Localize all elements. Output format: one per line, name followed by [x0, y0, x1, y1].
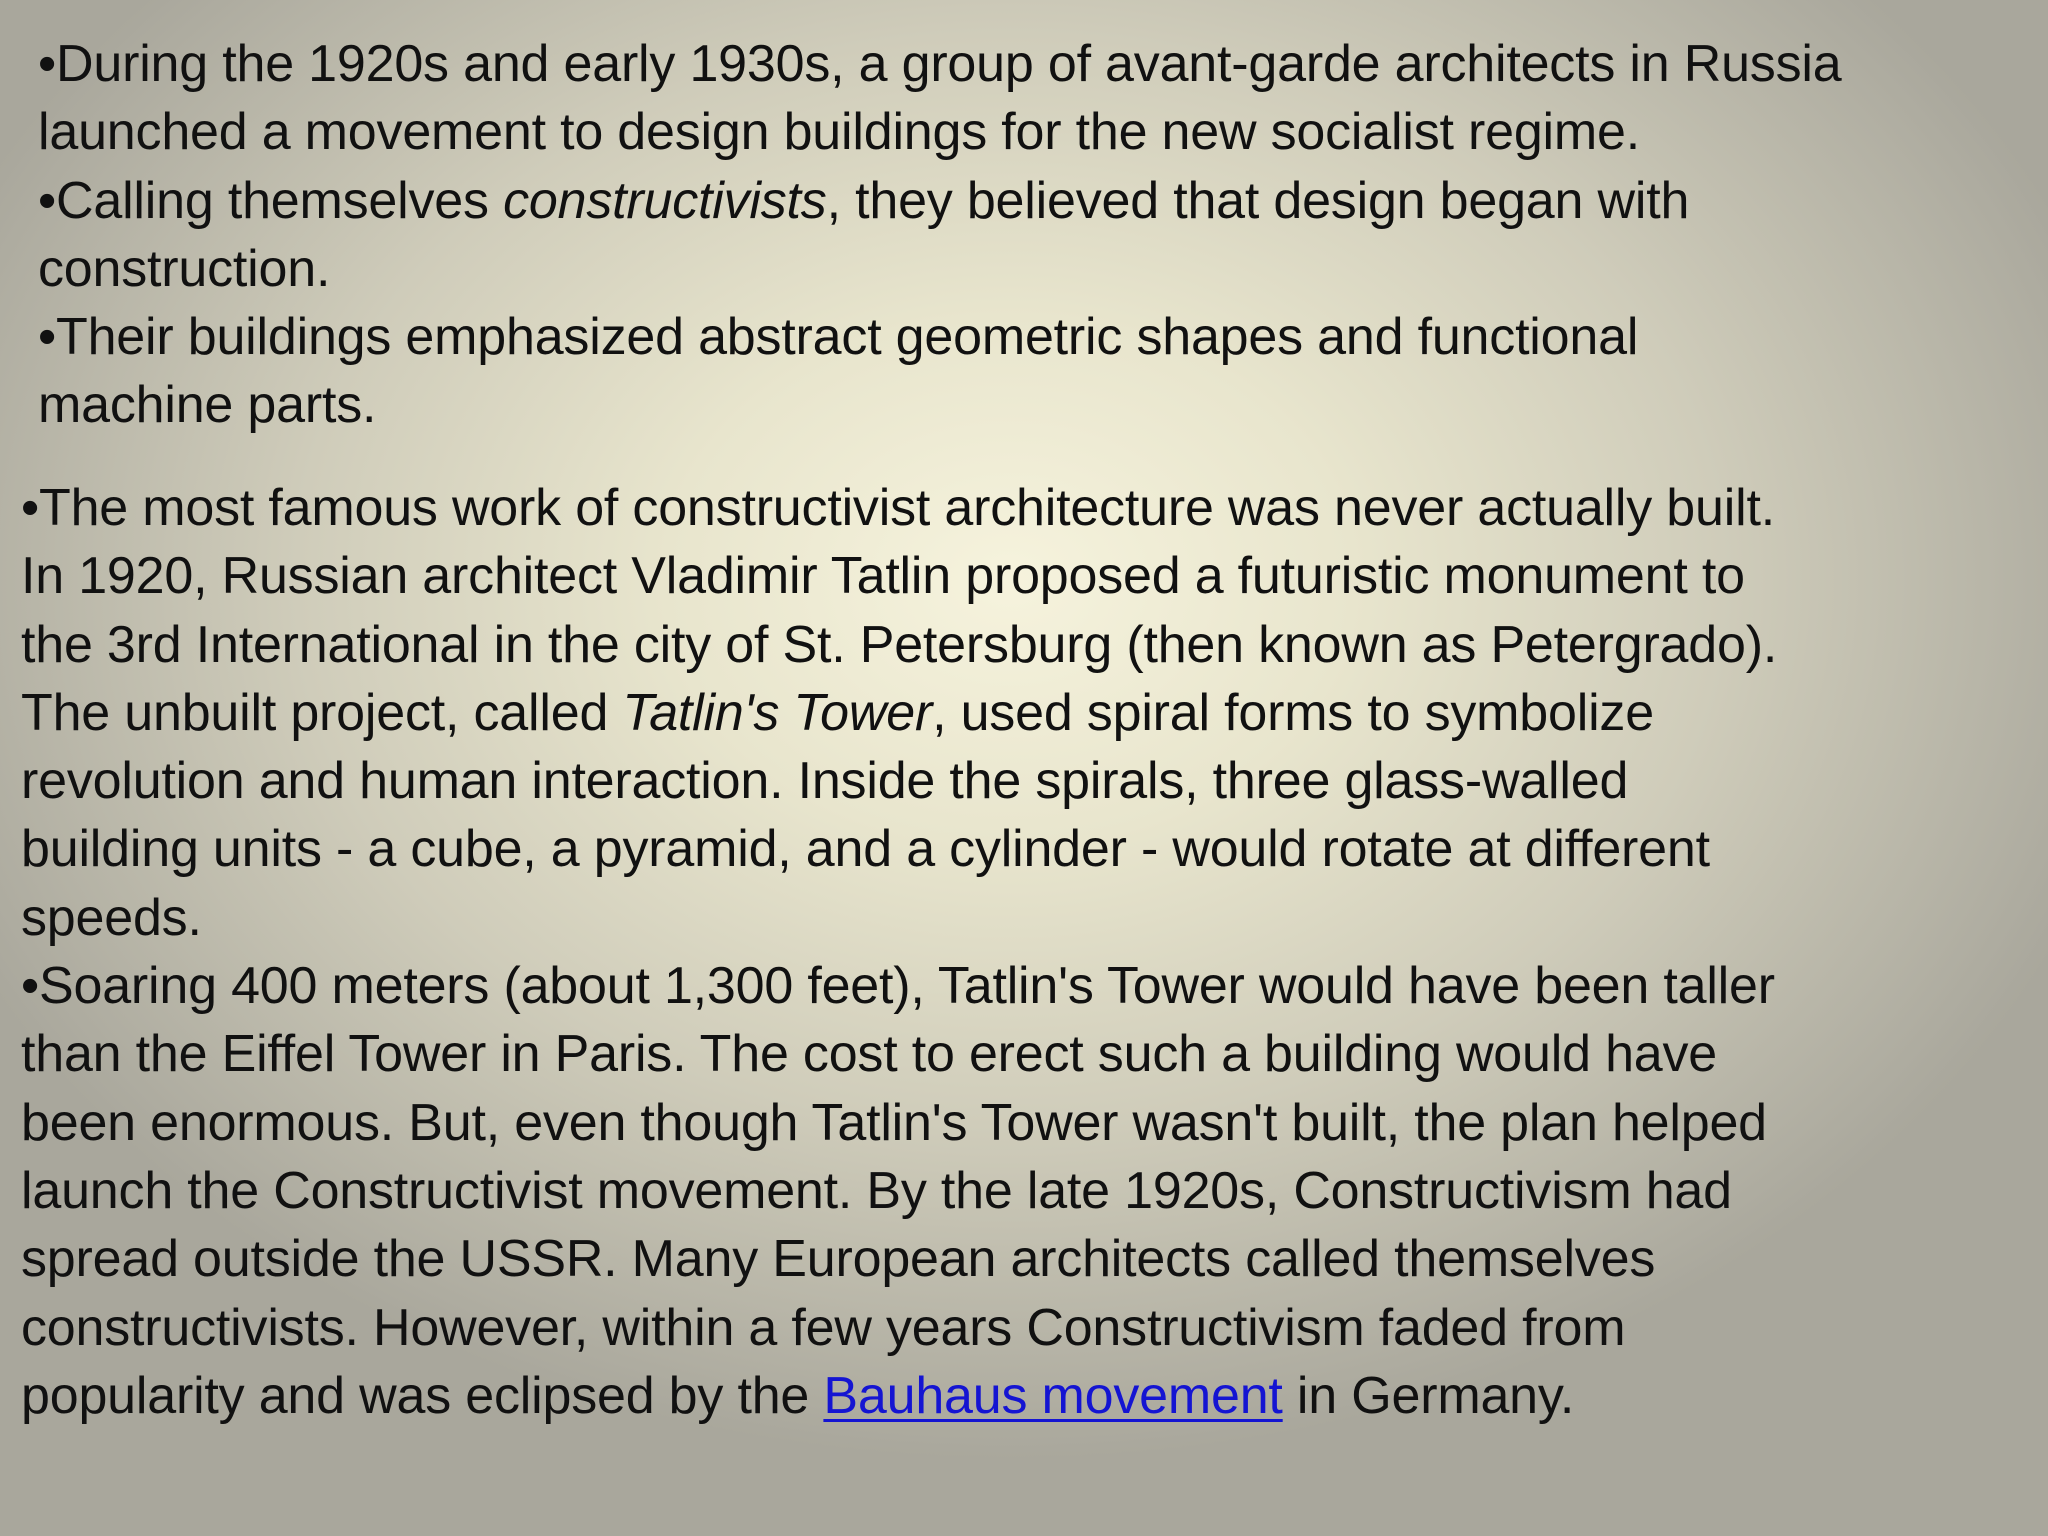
text-line: In 1920, Russian architect Vladimir Tatlin proposed a futuristic monument to — [21, 547, 1745, 606]
text-line: •The most famous work of constructivist architecture was never actually built. — [21, 479, 1775, 537]
text-segment: in Germany. — [1282, 1366, 1575, 1425]
text-line: •Soaring 400 meters (about 1,300 feet), Tatlin's Tower would have been taller — [21, 957, 1775, 1016]
text-segment: •Calling themselves — [38, 171, 504, 230]
text-line: launch the Constructivist movement. By the late 1920s, Constructivism had — [21, 1161, 1732, 1220]
intro-text-block — [38, 30, 2038, 440]
text-line: building units - a cube, a pyramid, and a cylinder - would rotate at different — [21, 820, 1710, 879]
tatlin-text-block — [21, 474, 2031, 1430]
paragraph-constructivists — [38, 167, 2038, 304]
bauhaus-movement-link[interactable]: Bauhaus movement — [823, 1366, 1283, 1425]
text-line: been enormous. But, even though Tatlin's Tower wasn't built, the plan helped — [21, 1093, 1767, 1152]
text-line: revolution and human interaction. Inside the spirals, three glass-walled — [21, 752, 1629, 811]
italic-term: constructivists — [503, 171, 827, 230]
text-line: constructivists. However, within a few years Constructivism faded from — [21, 1298, 1626, 1357]
paragraph-avant-garde — [38, 30, 2038, 167]
text-segment: popularity and was eclipsed by the — [21, 1366, 824, 1425]
text-line: construction. — [38, 239, 331, 298]
text-segment: , used spiral forms to symbolize — [932, 683, 1654, 742]
text-line: than the Eiffel Tower in Paris. The cost to erect such a building would have — [21, 1025, 1718, 1084]
paragraph-tatlins-tower — [21, 474, 2031, 952]
text-line: launched a movement to design buildings for the new socialist regime. — [38, 103, 1640, 162]
text-line: •Their buildings emphasized abstract geometric shapes and functional — [38, 308, 1639, 367]
text-line: spread outside the USSR. Many European architects called themselves — [21, 1230, 1656, 1289]
text-line: •During the 1920s and early 1930s, a group of avant-garde architects in Russia — [38, 35, 1842, 93]
text-segment: The unbuilt project, called — [21, 683, 623, 742]
paragraph-geometric-shapes — [38, 303, 2038, 440]
text-line: the 3rd International in the city of St. Petersburg (then known as Petergrado). — [21, 615, 1778, 674]
text-segment: , they believed that design began with — [826, 171, 1690, 230]
paragraph-constructivism-spread — [21, 952, 2031, 1430]
text-line: speeds. — [21, 888, 202, 947]
italic-title: Tatlin's Tower — [622, 683, 933, 742]
text-line: machine parts. — [38, 376, 377, 435]
